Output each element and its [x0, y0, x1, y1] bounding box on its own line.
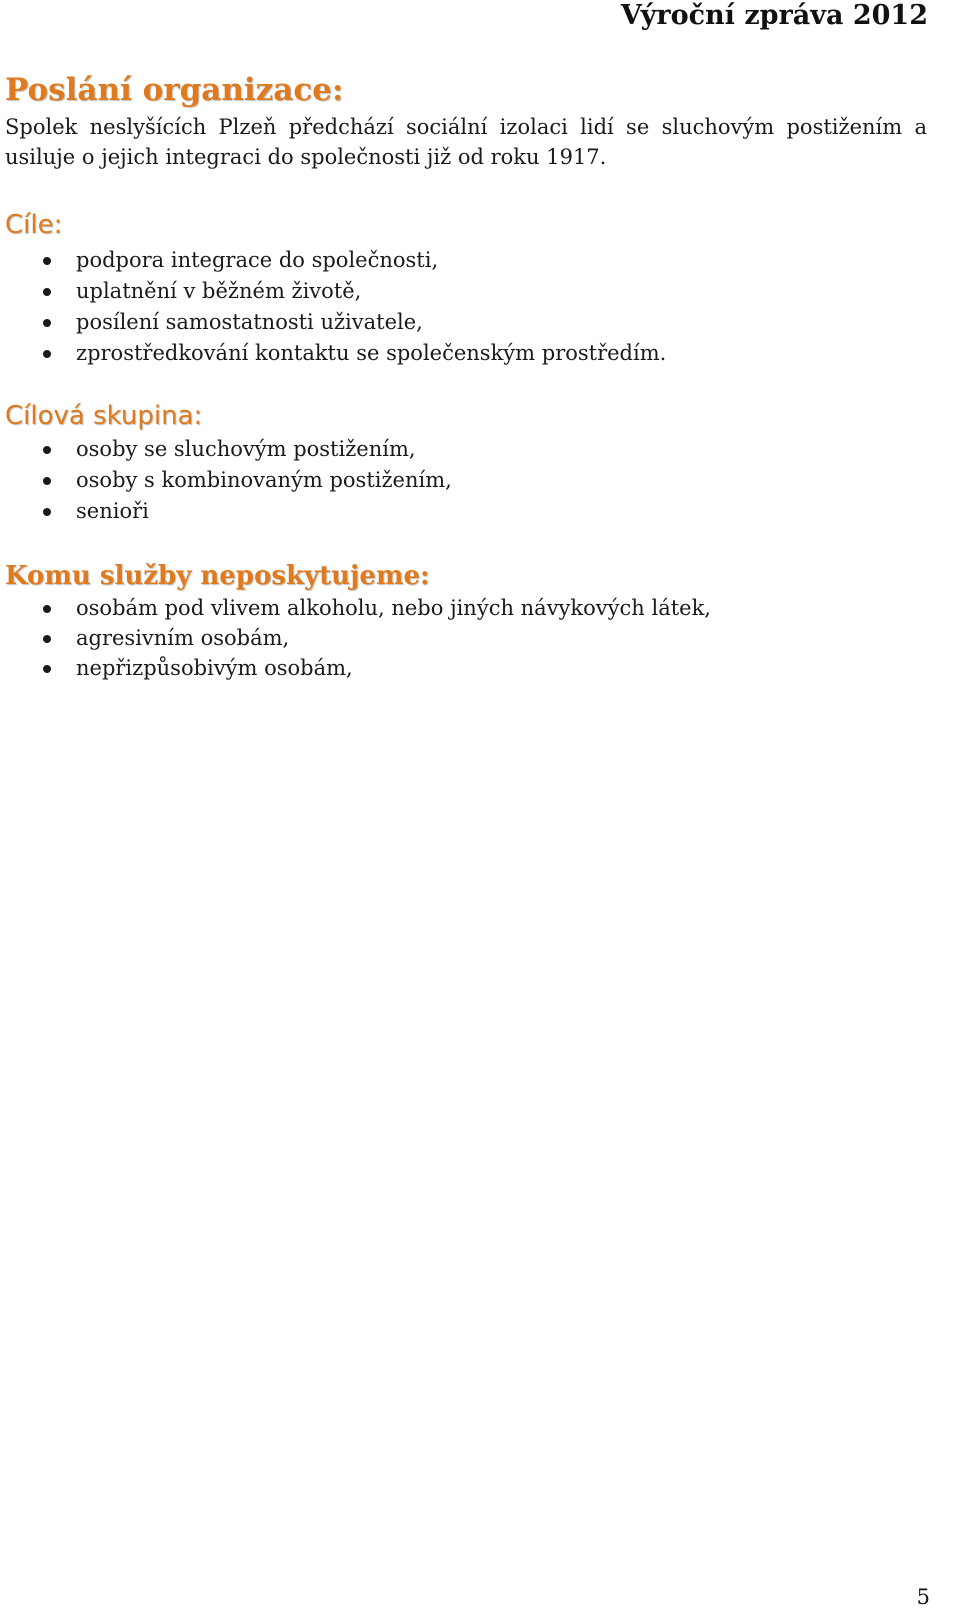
bullet-icon [43, 635, 51, 643]
goals-list [5, 245, 927, 369]
list-item-text: uplatnění v běžném životě, [76, 279, 362, 303]
list-item [5, 338, 927, 369]
list-item-text: podpora integrace do společnosti, [76, 248, 439, 272]
bullet-icon [43, 665, 51, 673]
target-group-heading: Cílová skupina: [5, 401, 203, 431]
list-item-text: senioři [76, 499, 149, 523]
list-item [5, 623, 927, 653]
page-number: 5 [916, 1585, 930, 1609]
bullet-icon [43, 477, 51, 485]
list-item-text: osoby se sluchovým postižením, [76, 437, 416, 461]
list-item-text: posílení samostatnosti uživatele, [76, 310, 423, 334]
not-served-list [5, 593, 927, 683]
list-item [5, 245, 927, 276]
goals-heading: Cíle: [5, 210, 63, 240]
mission-text: Spolek neslyšících Plzeň předchází sociální izolaci lidí se sluchovým postižením a usiluje o jejich integraci do společnosti již od roku 1917. [5, 115, 927, 169]
bullet-icon [43, 257, 51, 265]
not-served-heading: Komu služby neposkytujeme: [5, 561, 430, 591]
bullet-icon [43, 446, 51, 454]
list-item [5, 276, 927, 307]
list-item-text: osoby s kombinovaným postižením, [76, 468, 452, 492]
bullet-icon [43, 319, 51, 327]
bullet-icon [43, 350, 51, 358]
list-item [5, 593, 927, 623]
list-item-text: osobám pod vlivem alkoholu, nebo jiných návykových látek, [76, 596, 711, 620]
page-content [5, 68, 927, 683]
list-item-text: zprostředkování kontaktu se společenským prostředím. [76, 341, 667, 365]
list-item [5, 496, 927, 527]
list-item [5, 465, 927, 496]
bullet-icon [43, 508, 51, 516]
mission-heading: Poslání organizace: [5, 72, 344, 108]
bullet-icon [43, 605, 51, 613]
report-title: Výroční zpráva 2012 [620, 0, 928, 31]
list-item-text: agresivním osobám, [76, 626, 290, 650]
target-group-list [5, 434, 927, 527]
list-item-text: nepřizpůsobivým osobám, [76, 656, 353, 680]
list-item [5, 653, 927, 683]
list-item [5, 307, 927, 338]
list-item [5, 434, 927, 465]
bullet-icon [43, 288, 51, 296]
